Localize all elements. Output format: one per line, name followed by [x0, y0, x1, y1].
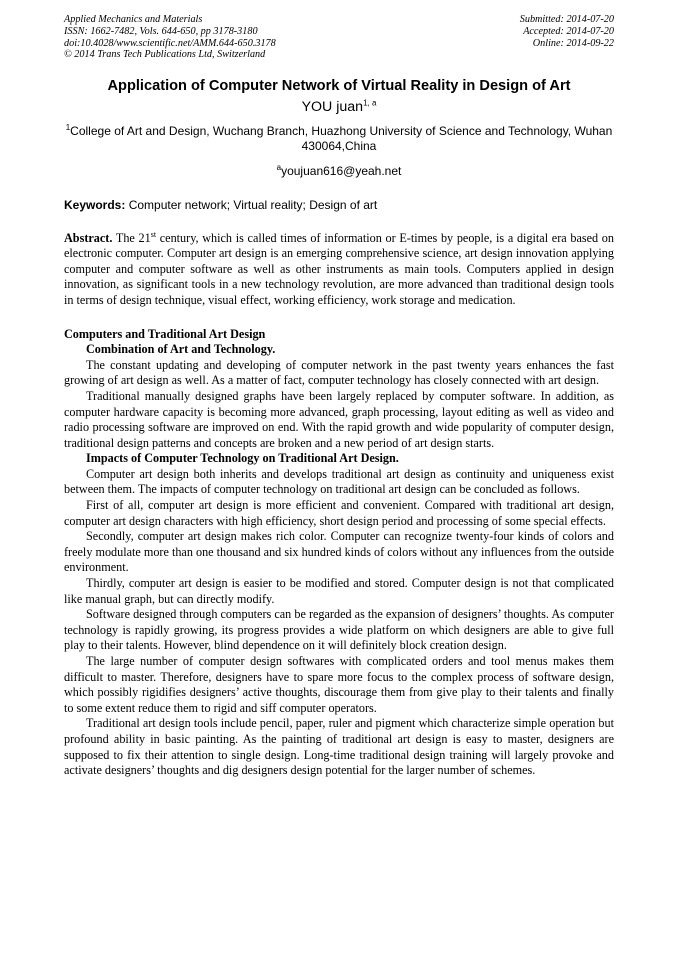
paragraph: Software designed through computers can be regarded as the expansion of designers’ thoughts. As computer technology is rapidly growing, its progress provides a wide platform on which designers are able to give full play to their talents. However, blind dependence on it will definitely block creation design.: [64, 607, 614, 653]
keywords: [64, 198, 614, 213]
paragraph: First of all, computer art design is more efficient and convenient. Compared with traditional art design, computer art design characters with high efficiency, short design period and processing of some special effects.: [64, 498, 614, 528]
paragraph: Traditional art design tools include pencil, paper, ruler and pigment which characterize simple operation but profound ability in basic painting. As the painting of traditional art design is easy to master, designers are supposed to fix their attention to single design. Long-time traditional design training will largely provoke and activate designers’ thoughts and dig designers design potential for the larger number of schemes.: [64, 716, 614, 778]
section-heading: Computers and Traditional Art Design: [64, 326, 266, 341]
online-date: Online: 2014-09-22: [532, 37, 614, 49]
issn-line: ISSN: 1662-7482, Vols. 644-650, pp 3178-3180: [64, 25, 258, 37]
subsection-heading-impacts: Impacts of Computer Technology on Traditional Art Design.: [86, 451, 399, 466]
abstract-body: century, which is called times of information or E-times by people, is a digital era based on electronic computer. Computer art design is an emerging comprehensive science, art design innovation applying computer and computer software as well as other instruments as main tools. Computers applied in design innovation, as significant tools in a new technology revolution, are more advanced than traditional design tools in terms of design technique, visual effect, working efficiency, work storage and medication.: [64, 230, 614, 307]
journal-header: [64, 14, 614, 61]
paragraph: Traditional manually designed graphs have been largely replaced by computer software. In addition, as computer hardware capacity is becoming more advanced, graph processing, layout editing as well as video and radio processing software are improved on end. With the rapid growth and wide popularity of computer design, traditional design patterns and concepts are broken and a new period of art design starts.: [64, 388, 614, 450]
paragraph: Thirdly, computer art design is easier to be modified and stored. Computer design is not that complicated like manual graph, but can directly modify.: [64, 576, 614, 606]
affiliation-sup: 1: [65, 123, 71, 133]
submitted-date: Submitted: 2014-07-20: [519, 14, 614, 25]
accepted-date: Accepted: 2014-07-20: [523, 25, 614, 37]
email-address: youjuan616@yeah.net: [281, 164, 402, 179]
copyright-line: © 2014 Trans Tech Publications Ltd, Switzerland: [64, 49, 266, 61]
doi-line: doi:10.4028/www.scientific.net/AMM.644-650.3178: [64, 37, 276, 49]
journal-info: [64, 14, 276, 61]
email-line: [64, 164, 614, 179]
abstract-label: Abstract.: [64, 230, 113, 245]
author-name: YOU juan: [301, 99, 364, 116]
abstract: [64, 231, 614, 309]
author-sup: 1, a: [363, 98, 377, 108]
keywords-text: Computer network; Virtual reality; Design of art: [128, 197, 378, 212]
paragraph: The constant updating and developing of computer network in the past twenty years enhances the fast growing of art design as well. As a matter of fact, computer technology has closely connected with art design.: [64, 357, 614, 388]
paragraph: The large number of computer design softwares with complicated orders and tool menus makes them difficult to master. Therefore, designers have to spare more focus to the complex process of software design, which possibly rigidifies designers’ active thoughts, discourage them from give play to their talents and finally to some extent reduce them to rigid and siff computer operators.: [64, 654, 614, 715]
affiliation-text: College of Art and Design, Wuchang Branch, Huazhong University of Science and Technology, Wuhan 430064,China: [70, 124, 613, 153]
affiliation: [64, 124, 614, 153]
keywords-label: Keywords:: [64, 197, 126, 212]
paper-title: Application of Computer Network of Virtual Reality in Design of Art: [107, 78, 571, 95]
email-sup: a: [276, 163, 282, 173]
abstract-pre: The 21: [115, 230, 151, 245]
paragraph: Computer art design both inherits and develops traditional art design as continuity and uniqueness exist between them. The impacts of computer technology on traditional art design can be concluded as follows.: [64, 466, 614, 497]
subsection-heading-combination: Combination of Art and Technology.: [86, 342, 276, 357]
dates-info: [520, 14, 614, 61]
abstract-sup: st: [150, 229, 157, 239]
paragraph: Secondly, computer art design makes rich color. Computer can recognize twenty-four kinds of colors and freely modulate more than one thousand and six hundred kinds of colors without any influences from the outside environment.: [64, 529, 615, 575]
author-line: [64, 98, 614, 116]
journal-name: Applied Mechanics and Materials: [64, 14, 203, 25]
